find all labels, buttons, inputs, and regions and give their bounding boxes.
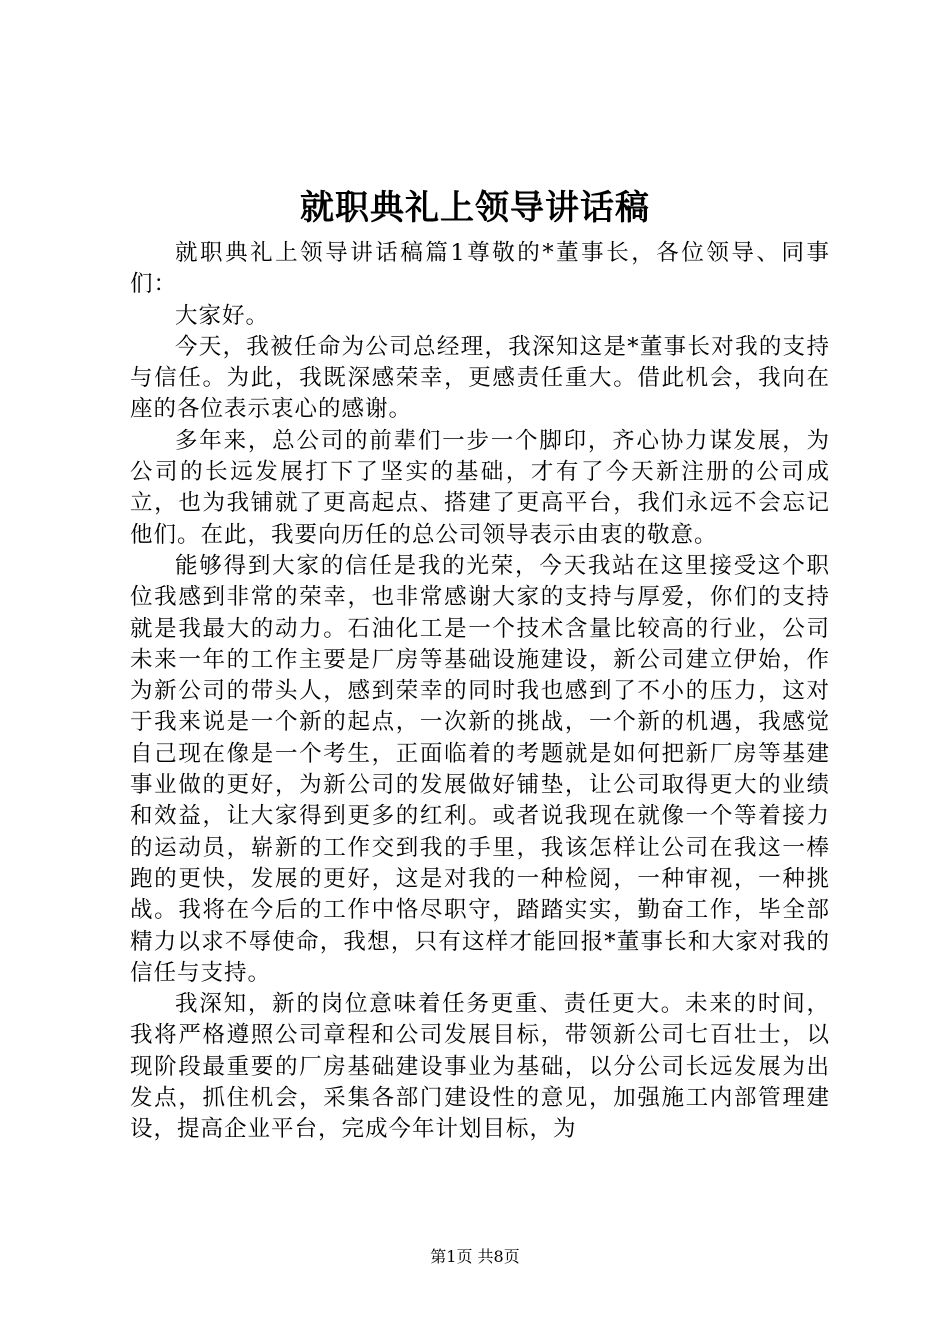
page-number-footer: 第1页 共8页 xyxy=(430,1247,520,1266)
paragraph: 多年来，总公司的前辈们一步一个脚印，齐心协力谋发展，为公司的长远发展打下了坚实的基础，才有了今天新注册的公司成立，也为我铺就了更高起点、搭建了更高平台，我们永远不会忘记他们。在此，我要向历任的总公司领导表示由衷的敬意。 xyxy=(130,427,830,548)
paragraph: 能够得到大家的信任是我的光荣，今天我站在这里接受这个职位我感到非常的荣幸，也非常感谢大家的支持与厚爱，你们的支持就是我最大的动力。石油化工是一个技术含量比较高的行业，公司未来一年的工作主要是厂房等基础设施建设，新公司建立伊始，作为新公司的带头人，感到荣幸的同时我也感到了不小的压力，这对于我来说是一个新的起点，一次新的挑战，一个新的机遇，我感觉自己现在像是一个考生，正面临着的考题就是如何把新厂房等基建事业做的更好，为新公司的发展做好铺垫，让公司取得更大的业绩和效益，让大家得到更多的红利。或者说我现在就像一个等着接力的运动员，崭新的工作交到我的手里，我该怎样让公司在我这一棒跑的更快，发展的更好，这是对我的一种检阅，一种审视，一种挑战。我将在今后的工作中恪尽职守，踏踏实实，勤奋工作，毕全部精力以求不辱使命，我想，只有这样才能回报*董事长和大家对我的信任与支持。 xyxy=(130,552,830,986)
document-body xyxy=(130,238,830,1146)
document-title: 就职典礼上领导讲话稿 xyxy=(300,188,650,228)
paragraph: 大家好。 xyxy=(175,302,270,329)
paragraph: 我深知，新的岗位意味着任务更重、责任更大。未来的时间，我将严格遵照公司章程和公司发展目标，带领新公司七百壮士，以现阶段最重要的厂房基础建设事业为基础，以分公司长远发展为出发点，抓住机会，采集各部门建设性的意见，加强施工内部管理建设，提高企业平台，完成今年计划目标，为 xyxy=(130,991,830,1143)
paragraph: 就职典礼上领导讲话稿篇1尊敬的*董事长，各位领导、同事们： xyxy=(130,240,830,298)
paragraph: 今天，我被任命为公司总经理，我深知这是*董事长对我的支持与信任。为此，我既深感荣幸，更感责任重大。借此机会，我向在座的各位表示衷心的感谢。 xyxy=(130,333,830,423)
